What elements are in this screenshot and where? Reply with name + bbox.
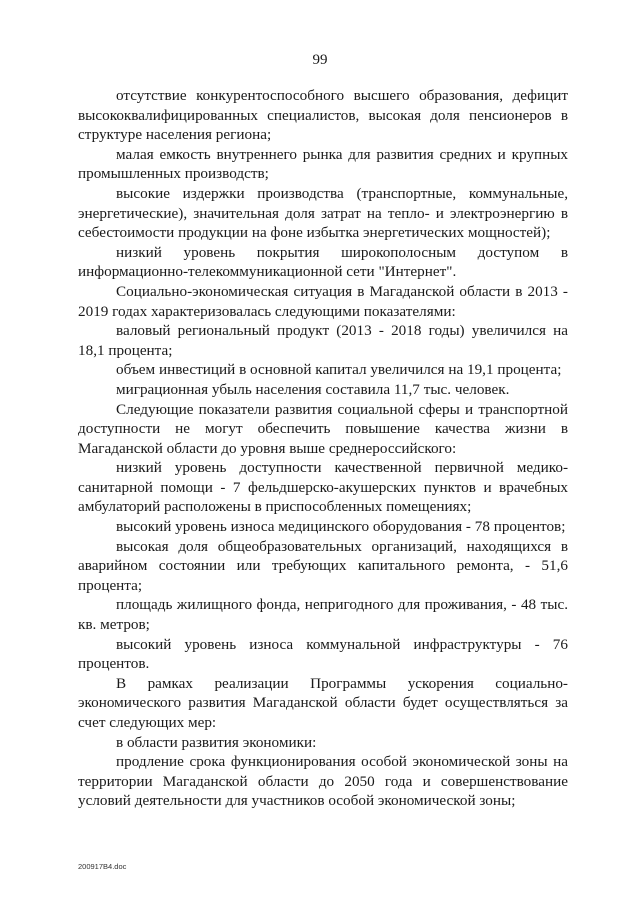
document-body — [78, 86, 568, 811]
paragraph: низкий уровень покрытия широкополосным доступом в информационно-телекоммуникационной сети "Интернет". — [78, 243, 568, 281]
paragraph: низкий уровень доступности качественной первичной медико-санитарной помощи - 7 фельдшерско-акушерских пунктов и врачебных амбулаторий расположены в приспособленных помещениях; — [78, 459, 568, 516]
paragraph: площадь жилищного фонда, непригодного для проживания, - 48 тыс. кв. метров; — [78, 596, 568, 634]
paragraph: малая емкость внутреннего рынка для развития средних и крупных промышленных производств; — [78, 145, 568, 183]
paragraph: Следующие показатели развития социальной сферы и транспортной доступности не могут обеспечить повышение качества жизни в Магаданской области до уровня выше среднероссийского: — [78, 400, 568, 457]
file-name-footer: 200917B4.doc — [78, 862, 127, 871]
paragraph: объем инвестиций в основной капитал увеличился на 19,1 процента; — [116, 361, 562, 379]
paragraph: в области развития экономики: — [116, 733, 317, 751]
paragraph: миграционная убыль населения составила 11,7 тыс. человек. — [116, 380, 510, 398]
paragraph: высокий уровень износа медицинского оборудования - 78 процентов; — [116, 518, 566, 536]
paragraph: продление срока функционирования особой экономической зоны на территории Магаданской области до 2050 года и совершенствование условий деятельности для участников особой экономической зоны; — [78, 753, 568, 810]
paragraph: высокие издержки производства (транспортные, коммунальные, энергетические), значительная доля затрат на тепло- и электроэнергию в себестоимости продукции на фоне избытка энергетических мощностей); — [78, 184, 568, 242]
paragraph: отсутствие конкурентоспособного высшего образования, дефицит высококвалифицированных специалистов, высокая доля пенсионеров в структуре населения региона; — [78, 87, 568, 144]
page-number: 99 — [312, 52, 328, 68]
paragraph: высокая доля общеобразовательных организаций, находящихся в аварийном состоянии или требующих капитального ремонта, - 51,6 процента; — [78, 537, 568, 594]
paragraph: Социально-экономическая ситуация в Магаданской области в 2013 - 2019 годах характеризовалась следующими показателями: — [78, 282, 568, 320]
paragraph: В рамках реализации Программы ускорения социально-экономического развития Магаданской области будет осуществляться за счет следующих мер: — [78, 674, 568, 731]
paragraph: валовый региональный продукт (2013 - 2018 годы) увеличился на 18,1 процента; — [78, 322, 568, 359]
paragraph: высокий уровень износа коммунальной инфраструктуры - 76 процентов. — [78, 635, 568, 673]
